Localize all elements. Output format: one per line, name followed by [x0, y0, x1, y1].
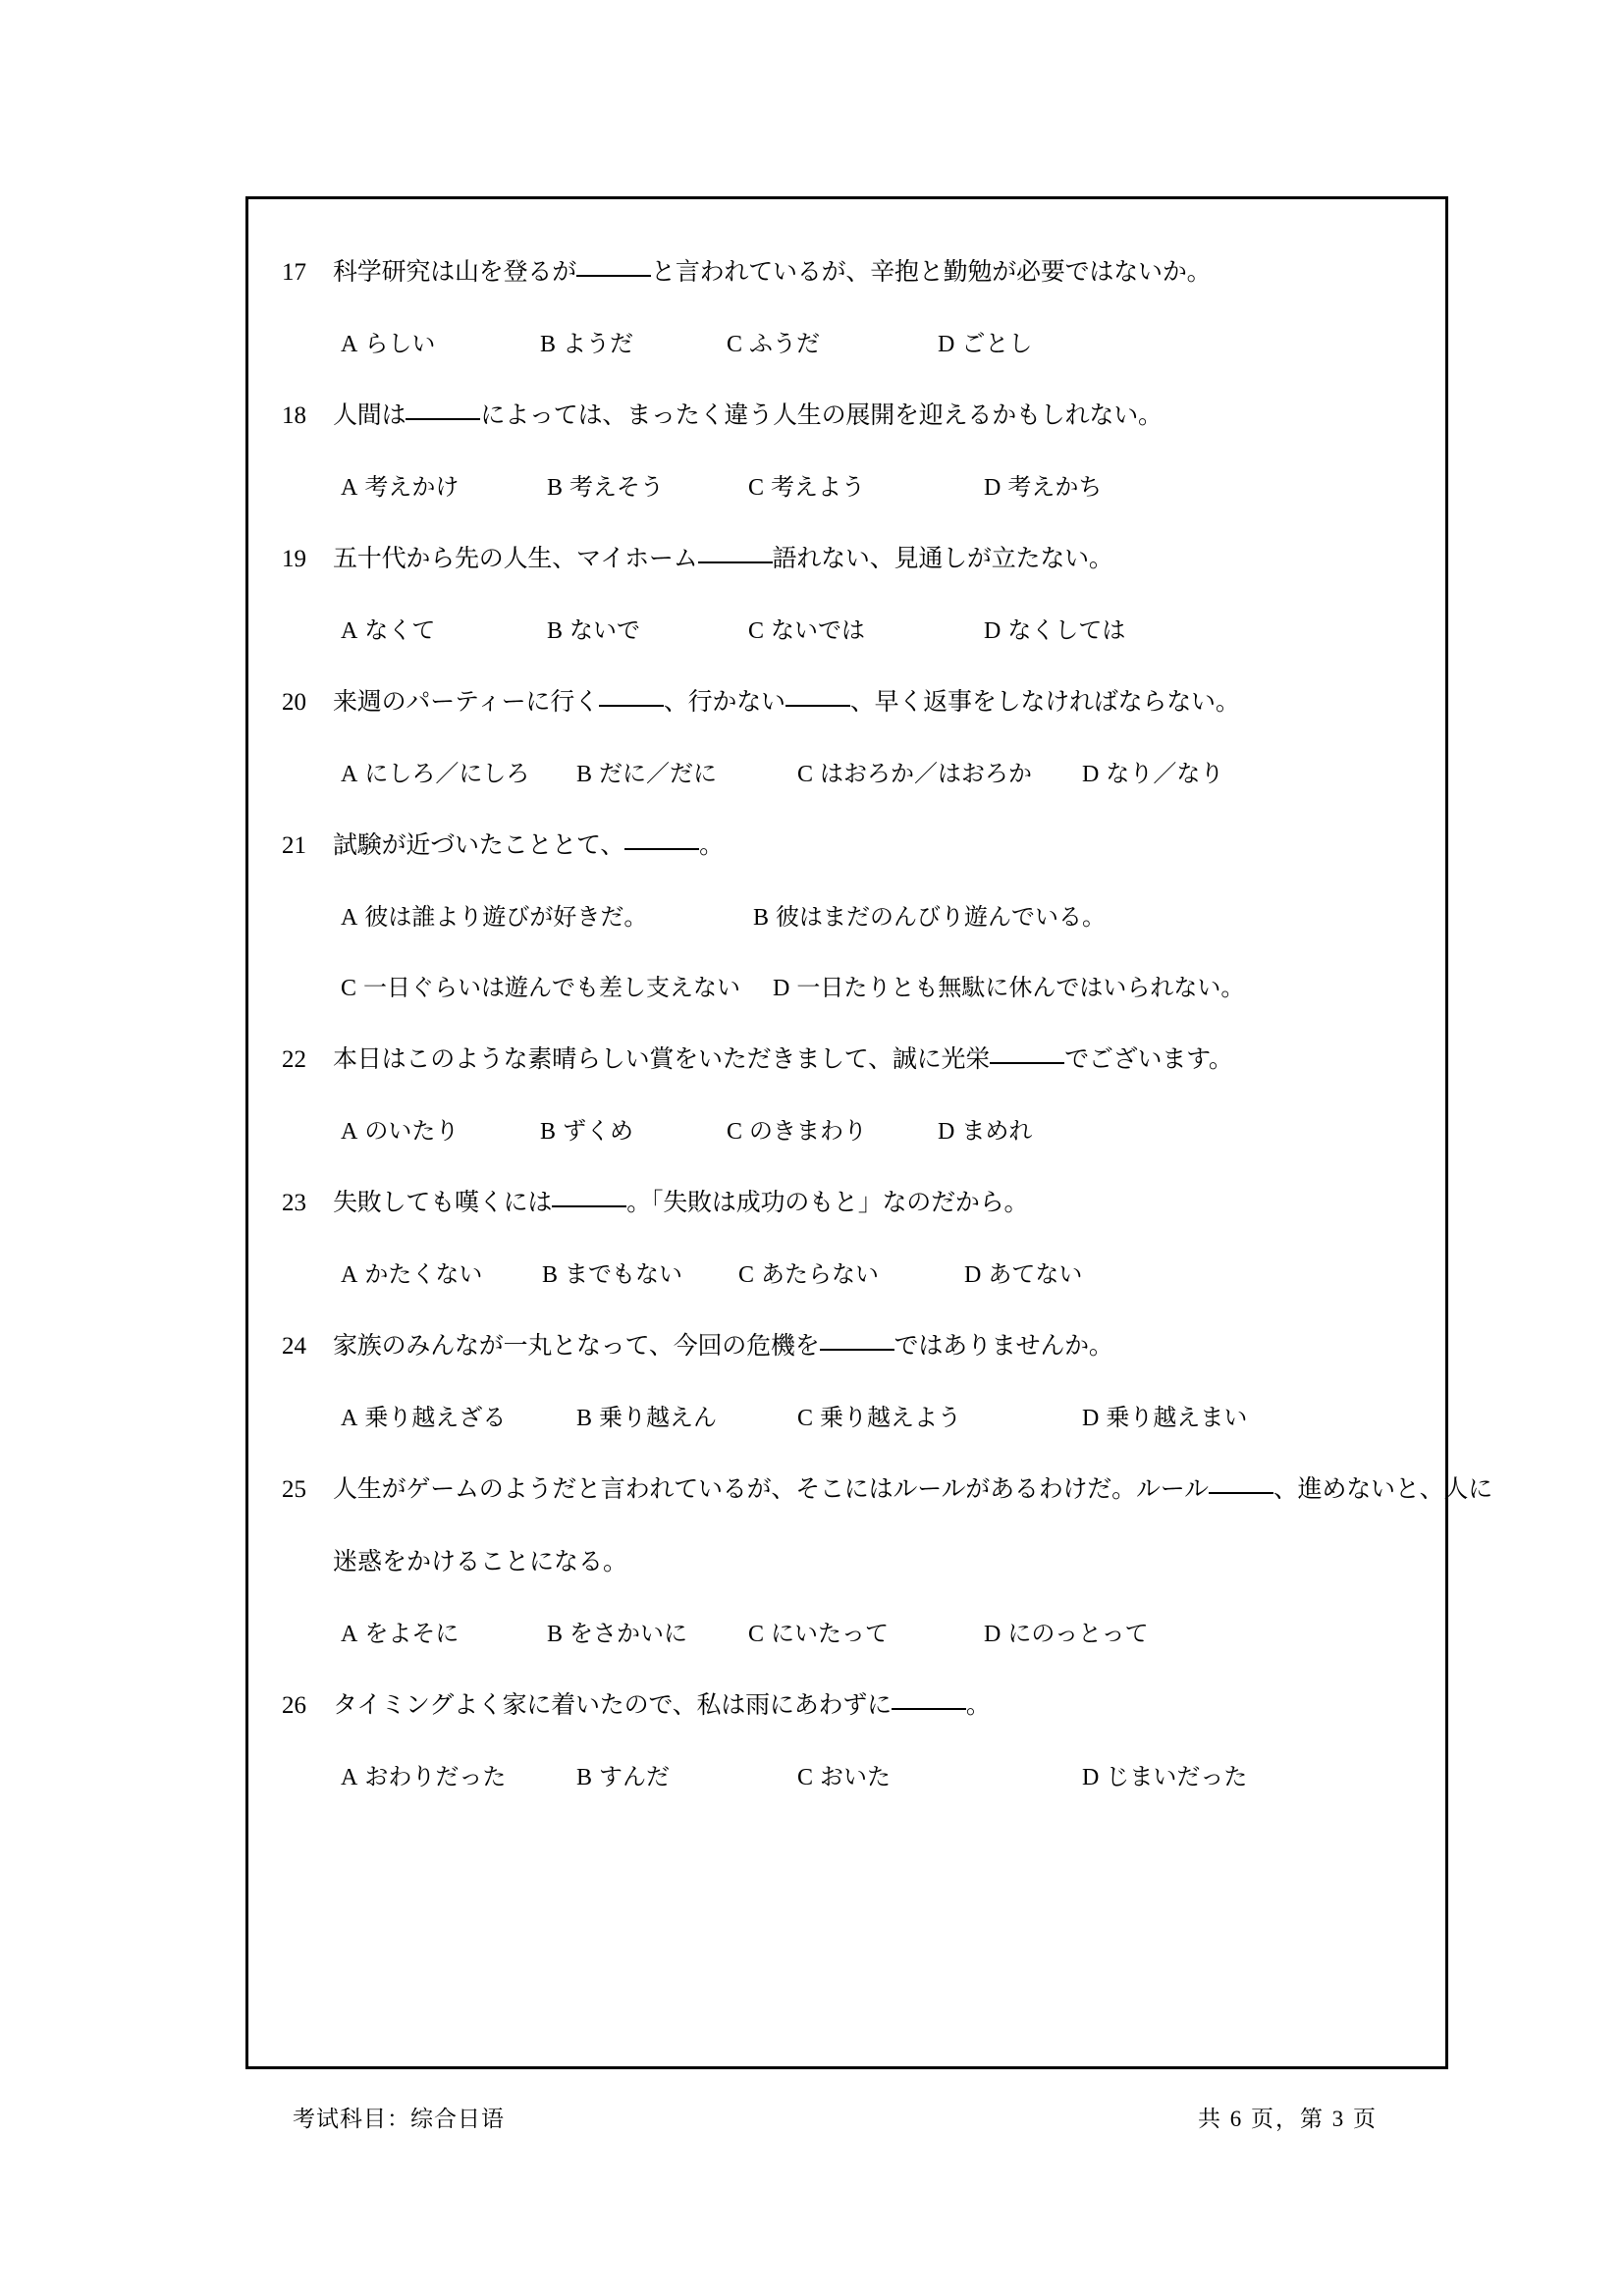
- stem-middle: 、行かない: [663, 689, 785, 716]
- option-text: ないでは: [771, 618, 866, 644]
- stem-after: によっては、まったく違う人生の展開を迎えるかもしれない。: [480, 402, 1163, 429]
- stem-after: ではありませんか。: [893, 1333, 1113, 1360]
- option-text: おわりだった: [364, 1765, 507, 1790]
- option-text: 彼は誰より遊びが好きだ。: [364, 905, 648, 931]
- option-text: まめれ: [961, 1119, 1033, 1145]
- stem-after: 。: [965, 1692, 991, 1719]
- question-stem: [282, 667, 1416, 739]
- option-letter: C: [738, 1262, 755, 1288]
- option-text: 乗り越えまい: [1106, 1406, 1248, 1431]
- options-row: [282, 453, 1416, 523]
- stem-before: 本日はこのような素晴らしい賞をいただきまして、誠に光栄: [333, 1046, 991, 1073]
- stem-before: 来週のパーティーに行く: [333, 689, 599, 716]
- question-stem: [282, 810, 1416, 882]
- question-stem: [282, 1454, 1493, 1526]
- option-text: なくて: [364, 618, 436, 644]
- stem-text: [333, 667, 1240, 739]
- option-text: すんだ: [599, 1765, 671, 1790]
- question-stem: [282, 1310, 1416, 1383]
- stem-before: 科学研究は山を登るが: [333, 259, 577, 286]
- option-text: 彼はまだのんびり遊んでいる。: [776, 905, 1107, 931]
- option-text: ずくめ: [563, 1119, 634, 1145]
- option-d[interactable]: [984, 453, 1102, 523]
- answer-blank: [552, 1205, 626, 1207]
- page-footer: [245, 2101, 1448, 2133]
- stem-text: [333, 380, 1163, 453]
- option-b[interactable]: [576, 1742, 797, 1813]
- option-a[interactable]: [341, 309, 540, 380]
- option-letter: C: [727, 1119, 743, 1145]
- option-a[interactable]: [341, 1599, 547, 1670]
- subject-label: 考试科目：综合日语: [293, 2107, 505, 2131]
- question-number: 19: [282, 546, 306, 572]
- option-text: 考えかけ: [364, 475, 460, 501]
- stem-text: [333, 523, 1113, 596]
- stem-before: 試験が近づいたこととて、: [333, 832, 625, 859]
- option-text: あてない: [988, 1262, 1083, 1288]
- stem-after: 、早く返事をしなければならない。: [849, 689, 1240, 716]
- option-letter: D: [938, 332, 955, 357]
- questions-container: [248, 199, 1493, 2066]
- option-text: にしろ／にしろ: [364, 762, 530, 787]
- stem-after: と言われているが、辛抱と勤勉が必要ではないか。: [651, 259, 1212, 286]
- option-letter: B: [576, 1765, 593, 1790]
- option-b[interactable]: [576, 1383, 797, 1454]
- option-d[interactable]: [984, 596, 1125, 667]
- option-letter: A: [341, 1622, 358, 1647]
- option-d[interactable]: [1082, 1742, 1247, 1813]
- options-row-2: [282, 953, 1416, 1024]
- option-text: ないで: [569, 618, 641, 644]
- content-frame: [245, 196, 1493, 2069]
- option-a[interactable]: [341, 1383, 576, 1454]
- option-text: 考えかち: [1007, 475, 1103, 501]
- option-letter: B: [540, 1119, 557, 1145]
- option-text: だに／だに: [599, 762, 718, 787]
- option-letter: C: [797, 1406, 814, 1431]
- option-c[interactable]: [797, 1383, 1082, 1454]
- option-letter: A: [341, 332, 358, 357]
- option-letter: D: [1082, 762, 1100, 787]
- option-d[interactable]: [1082, 739, 1223, 810]
- option-letter: D: [984, 475, 1001, 501]
- option-letter: D: [984, 618, 1001, 644]
- option-b[interactable]: [540, 309, 727, 380]
- question-25: [282, 1454, 1493, 1670]
- stem-text: [333, 1454, 1492, 1526]
- option-b[interactable]: [542, 1240, 738, 1310]
- options-row-1: [282, 882, 1416, 953]
- option-text: 一日ぐらいは遊んでも差し支えない: [363, 976, 741, 1001]
- question-stem: [282, 380, 1416, 453]
- option-letter: C: [341, 976, 357, 1001]
- option-d[interactable]: [938, 309, 1032, 380]
- option-text: 乗り越えん: [599, 1406, 718, 1431]
- answer-blank: [406, 418, 480, 420]
- option-text: おいた: [820, 1765, 892, 1790]
- question-stem: [282, 1670, 1416, 1742]
- question-number: 20: [282, 689, 306, 716]
- question-17: [282, 237, 1416, 380]
- options-row: [282, 1240, 1416, 1310]
- question-26: [282, 1670, 1416, 1813]
- option-a[interactable]: [341, 882, 753, 953]
- stem-before: 人間は: [333, 402, 406, 429]
- option-letter: C: [748, 475, 765, 501]
- stem-after: 、進めないと、人に: [1272, 1476, 1493, 1503]
- stem-before: タイミングよく家に着いたので、私は雨にあわずに: [333, 1692, 892, 1719]
- question-number: 17: [282, 259, 306, 286]
- option-b[interactable]: [576, 739, 797, 810]
- question-number: 26: [282, 1692, 306, 1719]
- option-d[interactable]: [938, 1096, 1032, 1167]
- options-row: [282, 309, 1416, 380]
- option-letter: D: [964, 1262, 982, 1288]
- question-number: 25: [282, 1476, 306, 1503]
- option-letter: A: [341, 1119, 358, 1145]
- option-text: ようだ: [563, 332, 634, 357]
- option-letter: B: [547, 1622, 564, 1647]
- options-row: [282, 1742, 1416, 1813]
- option-letter: D: [938, 1119, 955, 1145]
- option-letter: A: [341, 1765, 358, 1790]
- question-number: 23: [282, 1190, 306, 1216]
- option-letter: B: [576, 762, 593, 787]
- option-letter: D: [984, 1622, 1001, 1647]
- stem-before: 家族のみんなが一丸となって、今回の危機を: [333, 1333, 820, 1360]
- question-23: [282, 1167, 1416, 1310]
- option-a[interactable]: [341, 739, 576, 810]
- option-b[interactable]: [753, 882, 1106, 953]
- stem-line-2: 迷惑をかけることになる。: [333, 1549, 628, 1575]
- option-letter: B: [576, 1406, 593, 1431]
- options-row: [282, 1096, 1416, 1167]
- question-stem: [282, 1167, 1416, 1240]
- option-letter: B: [753, 905, 770, 931]
- question-21: [282, 810, 1416, 1024]
- option-a[interactable]: [341, 453, 547, 523]
- option-letter: D: [773, 976, 790, 1001]
- option-letter: C: [797, 762, 814, 787]
- stem-after: 語れない、見通しが立たない。: [772, 546, 1113, 572]
- stem-after: でございます。: [1064, 1046, 1233, 1073]
- answer-blank-2: [785, 705, 850, 707]
- option-text: あたらない: [761, 1262, 880, 1288]
- option-text: 乗り越えよう: [820, 1406, 962, 1431]
- option-text: にいたって: [771, 1622, 890, 1647]
- option-text: 考えよう: [771, 475, 866, 501]
- question-stem: [282, 523, 1416, 596]
- answer-blank: [698, 561, 773, 563]
- option-letter: B: [547, 475, 564, 501]
- option-b[interactable]: [547, 1599, 748, 1670]
- question-number: 22: [282, 1046, 306, 1073]
- option-letter: A: [341, 905, 358, 931]
- option-c[interactable]: [727, 309, 938, 380]
- option-c[interactable]: [748, 453, 984, 523]
- question-number: 18: [282, 402, 306, 429]
- option-text: のいたり: [364, 1119, 460, 1145]
- option-text: かたくない: [364, 1262, 483, 1288]
- option-c[interactable]: [797, 1742, 1082, 1813]
- option-d[interactable]: [964, 1240, 1082, 1310]
- option-letter: A: [341, 1262, 358, 1288]
- option-letter: D: [1082, 1406, 1100, 1431]
- option-letter: C: [748, 618, 765, 644]
- stem-before: 五十代から先の人生、マイホーム: [333, 546, 698, 572]
- options-row: [282, 596, 1416, 667]
- option-letter: B: [547, 618, 564, 644]
- option-text: なり／なり: [1106, 762, 1224, 787]
- stem-text: [333, 1670, 991, 1742]
- stem-after: 。: [699, 832, 724, 859]
- question-stem: [282, 1024, 1416, 1096]
- stem-before: 失敗しても嘆くには: [333, 1190, 553, 1216]
- question-22: [282, 1024, 1416, 1167]
- stem-text: [333, 237, 1211, 309]
- option-text: にのっとって: [1007, 1622, 1149, 1647]
- option-d[interactable]: [773, 953, 1244, 1024]
- question-19: [282, 523, 1416, 667]
- options-row: [282, 1383, 1416, 1454]
- options-row: [282, 739, 1416, 810]
- question-24: [282, 1310, 1416, 1454]
- option-d[interactable]: [984, 1599, 1149, 1670]
- answer-blank-1: [599, 705, 664, 707]
- option-a[interactable]: [341, 1240, 542, 1310]
- page-number: 共 6 页，第 3 页: [1198, 2107, 1378, 2131]
- option-letter: C: [727, 332, 743, 357]
- stem-text: [333, 1310, 1113, 1383]
- answer-blank: [624, 848, 699, 850]
- option-text: 一日たりとも無駄に休んではいられない。: [796, 976, 1245, 1001]
- option-c[interactable]: [797, 739, 1082, 810]
- stem-text: [333, 1167, 1028, 1240]
- answer-blank: [1209, 1492, 1273, 1494]
- option-b[interactable]: [547, 453, 748, 523]
- option-b[interactable]: [547, 596, 748, 667]
- option-c[interactable]: [748, 596, 984, 667]
- option-letter: B: [542, 1262, 559, 1288]
- option-letter: A: [341, 618, 358, 644]
- option-text: らしい: [364, 332, 436, 357]
- option-letter: C: [797, 1765, 814, 1790]
- option-text: をさかいに: [569, 1622, 688, 1647]
- option-text: ごとし: [961, 332, 1033, 357]
- option-letter: A: [341, 475, 358, 501]
- stem-text: [333, 810, 724, 882]
- option-text: 乗り越えざる: [364, 1406, 507, 1431]
- option-letter: D: [1082, 1765, 1100, 1790]
- option-a[interactable]: [341, 1742, 576, 1813]
- option-text: じまいだった: [1106, 1765, 1248, 1790]
- question-number: 24: [282, 1333, 306, 1360]
- option-a[interactable]: [341, 596, 547, 667]
- option-d[interactable]: [1082, 1383, 1247, 1454]
- option-b[interactable]: [540, 1096, 727, 1167]
- option-letter: C: [748, 1622, 765, 1647]
- answer-blank: [892, 1708, 966, 1710]
- question-20: [282, 667, 1416, 810]
- answer-blank: [576, 275, 651, 277]
- stem-before: 人生がゲームのようだと言われているが、そこにはルールがあるわけだ。ルール: [333, 1476, 1209, 1503]
- option-text: ふうだ: [749, 332, 821, 357]
- question-18: [282, 380, 1416, 523]
- question-number: 21: [282, 832, 306, 859]
- option-text: なくしては: [1007, 618, 1126, 644]
- option-letter: A: [341, 1406, 358, 1431]
- answer-blank: [820, 1349, 894, 1351]
- option-text: 考えそう: [569, 475, 665, 501]
- answer-blank: [990, 1062, 1064, 1064]
- stem-after: 。「失敗は成功のもと」なのだから。: [626, 1190, 1029, 1216]
- option-letter: A: [341, 762, 358, 787]
- option-c[interactable]: [738, 1240, 964, 1310]
- option-text: をよそに: [364, 1622, 460, 1647]
- option-a[interactable]: [341, 1096, 540, 1167]
- options-row: [282, 1599, 1416, 1670]
- option-c[interactable]: [748, 1599, 984, 1670]
- question-stem: [282, 237, 1416, 309]
- option-letter: B: [540, 332, 557, 357]
- option-c[interactable]: [727, 1096, 938, 1167]
- option-c[interactable]: [341, 953, 773, 1024]
- option-text: までもない: [565, 1262, 683, 1288]
- option-text: はおろか／はおろか: [820, 762, 1033, 787]
- option-text: のきまわり: [749, 1119, 868, 1145]
- stem-text: [333, 1024, 1233, 1096]
